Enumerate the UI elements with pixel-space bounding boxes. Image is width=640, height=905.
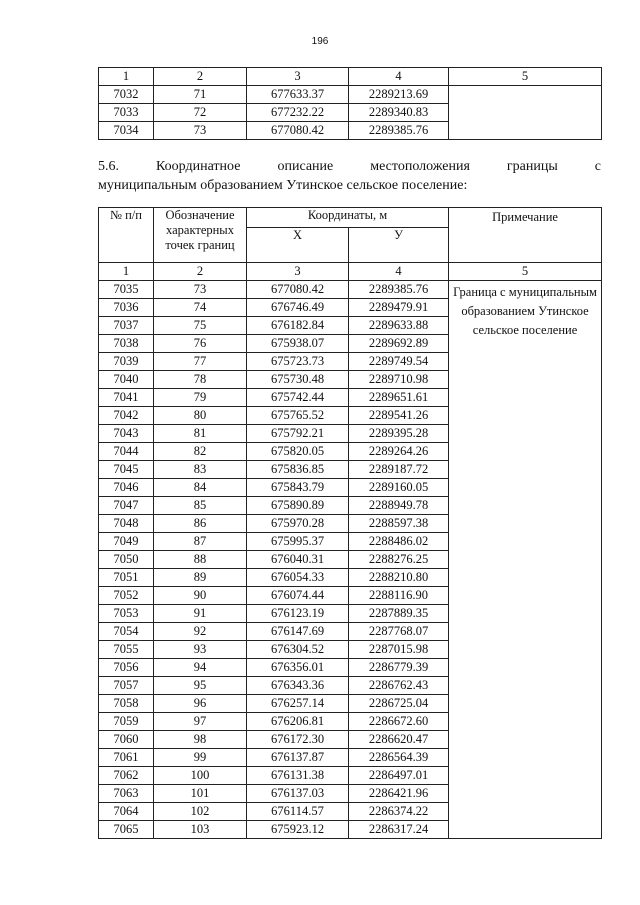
row-number: 7032 <box>99 86 154 104</box>
row-number: 7042 <box>99 407 154 425</box>
column-number-1: 1 <box>99 68 154 86</box>
coordinate-x: 676172.30 <box>247 731 349 749</box>
coordinate-y: 2288949.78 <box>349 497 449 515</box>
coordinates-table-body <box>99 263 602 839</box>
coordinate-y: 2286497.01 <box>349 767 449 785</box>
row-number: 7047 <box>99 497 154 515</box>
coordinate-y: 2289395.28 <box>349 425 449 443</box>
coordinates-table-header <box>99 208 602 263</box>
coordinate-y: 2289710.98 <box>349 371 449 389</box>
point-designation: 84 <box>154 479 247 497</box>
row-number: 7065 <box>99 821 154 839</box>
coordinate-x: 675843.79 <box>247 479 349 497</box>
row-number: 7061 <box>99 749 154 767</box>
row-number: 7050 <box>99 551 154 569</box>
coordinate-x: 675836.85 <box>247 461 349 479</box>
column-number-row <box>99 263 602 281</box>
row-number: 7060 <box>99 731 154 749</box>
row-number: 7034 <box>99 122 154 140</box>
note-cell-empty <box>449 86 602 140</box>
section-heading <box>98 157 601 195</box>
column-number-1: 1 <box>99 263 154 281</box>
coordinate-x: 676123.19 <box>247 605 349 623</box>
row-number: 7058 <box>99 695 154 713</box>
coordinate-y: 2289385.76 <box>349 281 449 299</box>
coordinate-x: 675923.12 <box>247 821 349 839</box>
row-number: 7059 <box>99 713 154 731</box>
coordinate-y: 2286374.22 <box>349 803 449 821</box>
coordinate-y: 2286672.60 <box>349 713 449 731</box>
point-designation: 103 <box>154 821 247 839</box>
point-designation: 87 <box>154 533 247 551</box>
column-number-5: 5 <box>449 68 602 86</box>
coordinate-x: 676304.52 <box>247 641 349 659</box>
row-number: 7039 <box>99 353 154 371</box>
point-designation: 80 <box>154 407 247 425</box>
point-designation: 89 <box>154 569 247 587</box>
page-number: 196 <box>311 36 329 47</box>
point-designation: 74 <box>154 299 247 317</box>
point-designation: 72 <box>154 104 247 122</box>
coordinate-y: 2288597.38 <box>349 515 449 533</box>
row-number: 7049 <box>99 533 154 551</box>
point-designation: 82 <box>154 443 247 461</box>
point-designation: 91 <box>154 605 247 623</box>
row-number: 7053 <box>99 605 154 623</box>
row-number: 7041 <box>99 389 154 407</box>
coordinate-x: 677232.22 <box>247 104 349 122</box>
coordinate-y: 2287768.07 <box>349 623 449 641</box>
boundary-note: Граница с муниципальным образованием Утинское сельское поселение <box>449 281 602 839</box>
coordinate-y: 2289160.05 <box>349 479 449 497</box>
row-number: 7063 <box>99 785 154 803</box>
coordinate-x: 676182.84 <box>247 317 349 335</box>
coordinate-x: 676114.57 <box>247 803 349 821</box>
column-number-4: 4 <box>349 68 449 86</box>
coordinate-x: 675792.21 <box>247 425 349 443</box>
coordinate-x: 675742.44 <box>247 389 349 407</box>
coordinate-x: 676257.14 <box>247 695 349 713</box>
row-number: 7040 <box>99 371 154 389</box>
row-number: 7052 <box>99 587 154 605</box>
header-number: № п/п <box>99 208 154 263</box>
header-x: X <box>247 228 349 263</box>
header-y: У <box>349 228 449 263</box>
header-designation: Обозначение характерных точек границ <box>154 208 247 263</box>
point-designation: 88 <box>154 551 247 569</box>
point-designation: 93 <box>154 641 247 659</box>
column-number-2: 2 <box>154 263 247 281</box>
row-number: 7056 <box>99 659 154 677</box>
point-designation: 90 <box>154 587 247 605</box>
point-designation: 77 <box>154 353 247 371</box>
coordinate-x: 676054.33 <box>247 569 349 587</box>
header-note: Примечание <box>449 208 602 263</box>
column-number-3: 3 <box>247 68 349 86</box>
coordinate-x: 676343.36 <box>247 677 349 695</box>
column-number-5: 5 <box>449 263 602 281</box>
section-heading-line-2: муниципальным образованием Утинское сельское поселение: <box>98 178 468 193</box>
row-number: 7057 <box>99 677 154 695</box>
coordinate-y: 2286779.39 <box>349 659 449 677</box>
row-number: 7044 <box>99 443 154 461</box>
coordinate-y: 2289340.83 <box>349 104 449 122</box>
coordinate-y: 2289479.91 <box>349 299 449 317</box>
coordinate-y: 2288116.90 <box>349 587 449 605</box>
coordinate-y: 2286421.96 <box>349 785 449 803</box>
coordinate-x: 676131.38 <box>247 767 349 785</box>
coordinate-y: 2286762.43 <box>349 677 449 695</box>
coordinate-x: 675890.89 <box>247 497 349 515</box>
point-designation: 79 <box>154 389 247 407</box>
coordinate-y: 2289651.61 <box>349 389 449 407</box>
coordinate-y: 2289385.76 <box>349 122 449 140</box>
coordinate-y: 2288210.80 <box>349 569 449 587</box>
coordinate-x: 676356.01 <box>247 659 349 677</box>
row-number: 7045 <box>99 461 154 479</box>
coordinate-x: 677080.42 <box>247 122 349 140</box>
point-designation: 83 <box>154 461 247 479</box>
coordinate-y: 2289187.72 <box>349 461 449 479</box>
coordinate-x: 676040.31 <box>247 551 349 569</box>
point-designation: 95 <box>154 677 247 695</box>
point-designation: 102 <box>154 803 247 821</box>
coordinate-y: 2286317.24 <box>349 821 449 839</box>
point-designation: 99 <box>154 749 247 767</box>
coordinate-x: 675730.48 <box>247 371 349 389</box>
point-designation: 98 <box>154 731 247 749</box>
coordinate-x: 676147.69 <box>247 623 349 641</box>
coordinate-x: 675723.73 <box>247 353 349 371</box>
coordinate-y: 2286564.39 <box>349 749 449 767</box>
point-designation: 76 <box>154 335 247 353</box>
coordinate-y: 2287015.98 <box>349 641 449 659</box>
header-coordinates: Координаты, м <box>247 208 449 228</box>
coordinate-x: 675765.52 <box>247 407 349 425</box>
coordinates-table-continued-body <box>99 68 602 140</box>
row-number: 7035 <box>99 281 154 299</box>
point-designation: 92 <box>154 623 247 641</box>
coordinate-y: 2288486.02 <box>349 533 449 551</box>
row-number: 7054 <box>99 623 154 641</box>
row-number: 7033 <box>99 104 154 122</box>
point-designation: 78 <box>154 371 247 389</box>
row-number: 7043 <box>99 425 154 443</box>
table-row <box>99 281 602 299</box>
row-number: 7048 <box>99 515 154 533</box>
point-designation: 97 <box>154 713 247 731</box>
point-designation: 100 <box>154 767 247 785</box>
point-designation: 73 <box>154 281 247 299</box>
coordinate-x: 676206.81 <box>247 713 349 731</box>
section-heading-line-1: 5.6. Координатное описание местоположения границы с <box>98 159 601 174</box>
row-number: 7051 <box>99 569 154 587</box>
point-designation: 75 <box>154 317 247 335</box>
column-number-2: 2 <box>154 68 247 86</box>
coordinates-table <box>98 207 602 839</box>
row-number: 7046 <box>99 479 154 497</box>
coordinate-y: 2289749.54 <box>349 353 449 371</box>
coordinate-y: 2289264.26 <box>349 443 449 461</box>
coordinate-x: 675820.05 <box>247 443 349 461</box>
row-number: 7036 <box>99 299 154 317</box>
coordinate-x: 677080.42 <box>247 281 349 299</box>
coordinate-y: 2288276.25 <box>349 551 449 569</box>
coordinate-x: 676137.03 <box>247 785 349 803</box>
row-number: 7037 <box>99 317 154 335</box>
coordinates-table-continued <box>98 67 602 140</box>
point-designation: 73 <box>154 122 247 140</box>
row-number: 7064 <box>99 803 154 821</box>
coordinate-y: 2289213.69 <box>349 86 449 104</box>
column-number-row <box>99 68 602 86</box>
coordinate-x: 675970.28 <box>247 515 349 533</box>
point-designation: 85 <box>154 497 247 515</box>
point-designation: 96 <box>154 695 247 713</box>
coordinate-x: 676746.49 <box>247 299 349 317</box>
point-designation: 71 <box>154 86 247 104</box>
coordinate-y: 2286620.47 <box>349 731 449 749</box>
coordinate-x: 676074.44 <box>247 587 349 605</box>
coordinate-y: 2289633.88 <box>349 317 449 335</box>
point-designation: 86 <box>154 515 247 533</box>
coordinate-x: 677633.37 <box>247 86 349 104</box>
coordinate-y: 2289541.26 <box>349 407 449 425</box>
coordinate-x: 675995.37 <box>247 533 349 551</box>
coordinate-x: 675938.07 <box>247 335 349 353</box>
point-designation: 101 <box>154 785 247 803</box>
coordinate-y: 2289692.89 <box>349 335 449 353</box>
column-number-4: 4 <box>349 263 449 281</box>
row-number: 7038 <box>99 335 154 353</box>
row-number: 7055 <box>99 641 154 659</box>
column-number-3: 3 <box>247 263 349 281</box>
coordinate-y: 2286725.04 <box>349 695 449 713</box>
coordinate-x: 676137.87 <box>247 749 349 767</box>
point-designation: 94 <box>154 659 247 677</box>
coordinate-y: 2287889.35 <box>349 605 449 623</box>
point-designation: 81 <box>154 425 247 443</box>
row-number: 7062 <box>99 767 154 785</box>
table-row <box>99 86 602 104</box>
